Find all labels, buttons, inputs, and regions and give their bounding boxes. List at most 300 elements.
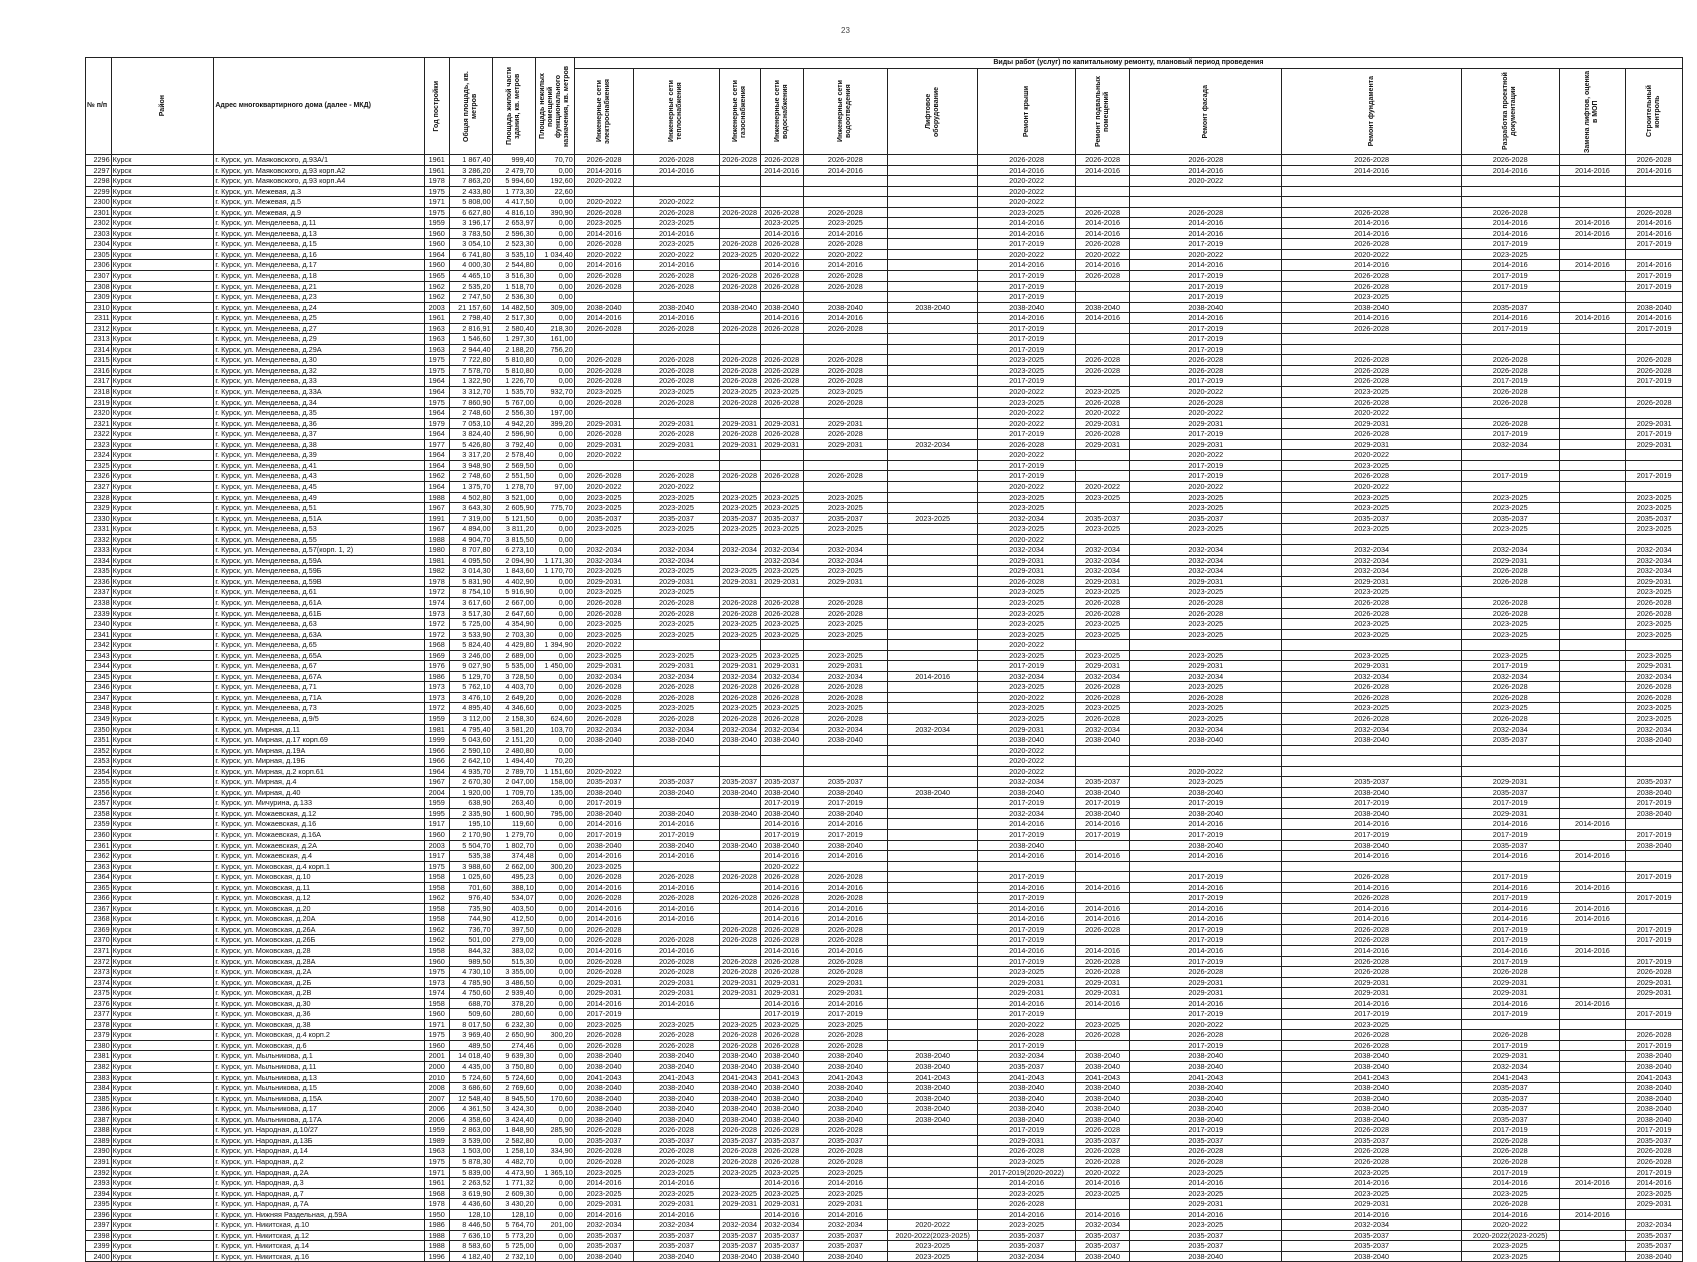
table-cell: 2017-2019 — [1461, 281, 1559, 292]
table-cell: 999,40 — [492, 155, 535, 166]
table-cell: 2023-2025 — [1626, 587, 1683, 598]
table-cell: 2038-2040 — [887, 1062, 977, 1073]
table-cell: 2035-2037 — [719, 1241, 760, 1252]
table-cell: 2 647,60 — [492, 608, 535, 619]
table-cell: 2026-2028 — [760, 935, 803, 946]
table-cell: 2023-2025 — [803, 703, 887, 714]
table-cell: 0,00 — [535, 313, 574, 324]
table-cell: 2017-2019 — [978, 1125, 1076, 1136]
table-cell: 1 025,60 — [449, 872, 492, 883]
table-cell: Курск — [111, 481, 214, 492]
table-cell: 2023-2025 — [760, 1188, 803, 1199]
table-cell: 2023-2025 — [1282, 492, 1462, 503]
table-cell: 2350 — [86, 724, 112, 735]
table-cell: 2014-2016 — [803, 882, 887, 893]
table-cell: 2017-2019 — [803, 830, 887, 841]
table-cell: 2017-2019 — [978, 460, 1076, 471]
table-cell: 0,00 — [535, 365, 574, 376]
table-cell: Курск — [111, 724, 214, 735]
table-cell: 2020-2022 — [574, 481, 634, 492]
table-cell: 2026-2028 — [803, 239, 887, 250]
table-cell: 2035-2037 — [760, 513, 803, 524]
table-cell: 2026-2028 — [719, 376, 760, 387]
table-cell — [1559, 629, 1626, 640]
table-cell: Курск — [111, 534, 214, 545]
table-cell: 2029-2031 — [1282, 988, 1462, 999]
table-row — [86, 882, 1683, 893]
table-cell: Курск — [111, 1251, 214, 1262]
table-cell: 2038-2040 — [634, 302, 719, 313]
table-cell — [1559, 1241, 1626, 1252]
table-cell — [1559, 292, 1626, 303]
table-cell: 2014-2016 — [978, 882, 1076, 893]
table-cell — [1461, 344, 1559, 355]
table-cell — [887, 777, 977, 788]
table-cell: 2026-2028 — [803, 1156, 887, 1167]
table-cell: 2029-2031 — [574, 1199, 634, 1210]
table-cell — [1626, 534, 1683, 545]
table-cell — [760, 745, 803, 756]
table-cell: Курск — [111, 165, 214, 176]
table-cell: 2041-2043 — [1130, 1072, 1282, 1083]
table-row — [86, 861, 1683, 872]
table-cell: 2026-2028 — [1075, 1146, 1129, 1157]
table-cell: 2017-2019 — [1075, 798, 1129, 809]
table-cell: 1988 — [424, 1230, 449, 1241]
table-cell — [887, 471, 977, 482]
table-cell: 2020-2022 — [574, 766, 634, 777]
table-cell — [887, 1146, 977, 1157]
table-row — [86, 967, 1683, 978]
table-cell: 2026-2028 — [1282, 281, 1462, 292]
table-cell — [803, 766, 887, 777]
table-cell: 0,00 — [535, 281, 574, 292]
table-cell: 2029-2031 — [1282, 418, 1462, 429]
table-cell: 0,00 — [535, 460, 574, 471]
table-cell: 1978 — [424, 1199, 449, 1210]
table-cell: 2032-2034 — [1130, 724, 1282, 735]
table-cell: 2017-2019 — [1626, 1040, 1683, 1051]
table-cell: 2029-2031 — [1461, 977, 1559, 988]
table-cell: 2032-2034 — [978, 671, 1076, 682]
table-cell: г. Курск, ул. Мыльникова, д.1 — [214, 1051, 425, 1062]
table-cell: 2026-2028 — [1075, 429, 1129, 440]
table-cell: 2017-2019 — [1626, 935, 1683, 946]
table-cell: 2035-2037 — [634, 1241, 719, 1252]
table-cell — [574, 334, 634, 345]
table-cell — [1282, 344, 1462, 355]
table-cell: 2323 — [86, 439, 112, 450]
table-cell: 0,00 — [535, 513, 574, 524]
table-cell: 2023-2025 — [574, 1019, 634, 1030]
table-cell: 2358 — [86, 808, 112, 819]
table-cell: 1 773,30 — [492, 186, 535, 197]
table-cell: 2020-2022 — [978, 450, 1076, 461]
table-cell: 1974 — [424, 597, 449, 608]
table-cell — [887, 713, 977, 724]
table-cell — [1075, 450, 1129, 461]
table-row — [86, 1040, 1683, 1051]
table-cell: 2029-2031 — [803, 439, 887, 450]
table-cell — [1626, 1209, 1683, 1220]
table-cell: 0,00 — [535, 998, 574, 1009]
table-cell: г. Курск, ул. Никитская, д.16 — [214, 1251, 425, 1262]
table-cell: 2023-2025 — [978, 1220, 1076, 1231]
table-cell: 2023-2025 — [1282, 503, 1462, 514]
table-cell: 2035-2037 — [719, 1230, 760, 1241]
table-cell: 2020-2022 — [1130, 1019, 1282, 1030]
table-cell: 2023-2025 — [978, 967, 1076, 978]
table-cell: 1988 — [424, 534, 449, 545]
table-cell: 2014-2016 — [1282, 914, 1462, 925]
table-cell — [887, 534, 977, 545]
table-cell: 2014-2016 — [1130, 165, 1282, 176]
table-cell — [887, 460, 977, 471]
table-cell: 3 521,00 — [492, 492, 535, 503]
table-cell: 2026-2028 — [719, 1146, 760, 1157]
table-cell: г. Курск, ул. Менделеева, д.53 — [214, 524, 425, 535]
table-cell: 2032-2034 — [1282, 671, 1462, 682]
table-cell — [1559, 703, 1626, 714]
table-cell: Курск — [111, 155, 214, 166]
table-cell — [1559, 830, 1626, 841]
header-work-9: Ремонт фундамента — [1282, 69, 1462, 155]
table-cell — [1559, 418, 1626, 429]
table-cell: Курск — [111, 1062, 214, 1073]
table-cell: г. Курск, ул. Менделеева, д.51А — [214, 513, 425, 524]
table-cell: 2029-2031 — [574, 576, 634, 587]
table-cell: 2026-2028 — [1461, 713, 1559, 724]
table-cell: г. Курск, ул. Менделеева, д.29 — [214, 334, 425, 345]
table-cell: 2 596,90 — [492, 429, 535, 440]
table-cell: 2026-2028 — [1461, 1135, 1559, 1146]
table-cell: 0,00 — [535, 197, 574, 208]
table-cell: 2035-2037 — [1461, 302, 1559, 313]
table-cell: 2 649,20 — [492, 692, 535, 703]
table-cell — [887, 1199, 977, 1210]
table-cell: 2014-2016 — [1559, 260, 1626, 271]
table-cell: 2020-2022 — [1282, 249, 1462, 260]
table-cell — [1559, 576, 1626, 587]
table-cell: г. Курск, ул. Менделеева, д.45 — [214, 481, 425, 492]
table-row — [86, 608, 1683, 619]
table-cell: 2023-2025 — [1282, 387, 1462, 398]
table-cell: 2026-2028 — [803, 207, 887, 218]
table-cell — [634, 450, 719, 461]
table-cell: 2032-2034 — [1130, 555, 1282, 566]
table-cell: 2014-2016 — [574, 998, 634, 1009]
table-cell: 2017-2019 — [1075, 830, 1129, 841]
table-cell — [719, 861, 760, 872]
table-cell: 2319 — [86, 397, 112, 408]
table-cell: 1960 — [424, 1040, 449, 1051]
table-cell: 2325 — [86, 460, 112, 471]
table-cell: 2017-2019 — [574, 830, 634, 841]
table-cell — [760, 292, 803, 303]
table-cell: 4 417,50 — [492, 197, 535, 208]
table-cell — [760, 450, 803, 461]
table-cell: 2026-2028 — [803, 1030, 887, 1041]
table-cell: 2014-2016 — [760, 903, 803, 914]
table-cell: 3 792,40 — [492, 439, 535, 450]
table-cell — [634, 176, 719, 187]
table-cell: 1961 — [424, 155, 449, 166]
table-cell: г. Курск, ул. Народная, д.7А — [214, 1199, 425, 1210]
table-cell: 2038-2040 — [1075, 1114, 1129, 1125]
table-cell: 2367 — [86, 903, 112, 914]
table-cell: 0,00 — [535, 355, 574, 366]
table-cell: 2029-2031 — [1282, 439, 1462, 450]
table-cell: 2038-2040 — [760, 787, 803, 798]
table-cell: 2014-2016 — [1075, 260, 1129, 271]
table-cell: 509,60 — [449, 1009, 492, 1020]
table-cell: 2038-2040 — [719, 302, 760, 313]
table-cell: 2026-2028 — [1461, 967, 1559, 978]
table-row — [86, 260, 1683, 271]
table-cell: 2 094,90 — [492, 555, 535, 566]
table-cell: г. Курск, ул. Моковская, д.2В — [214, 988, 425, 999]
table-cell — [1461, 534, 1559, 545]
table-cell: 2014-2016 — [760, 228, 803, 239]
table-cell: 2017-2019 — [1461, 471, 1559, 482]
table-cell: 2026-2028 — [1626, 1156, 1683, 1167]
table-cell: 2029-2031 — [634, 439, 719, 450]
table-cell: 2032-2034 — [760, 724, 803, 735]
table-row — [86, 1241, 1683, 1252]
table-cell: 756,20 — [535, 344, 574, 355]
table-cell: 2032-2034 — [978, 1251, 1076, 1262]
table-cell: 4 502,80 — [449, 492, 492, 503]
table-cell: 2026-2028 — [1130, 397, 1282, 408]
table-cell: 2020-2022 — [978, 387, 1076, 398]
table-cell: 2017-2019 — [978, 376, 1076, 387]
table-row — [86, 1114, 1683, 1125]
table-cell — [887, 365, 977, 376]
table-cell: г. Курск, ул. Менделеева, д.59А — [214, 555, 425, 566]
table-cell — [887, 629, 977, 640]
table-cell: 2020-2022 — [978, 745, 1076, 756]
table-cell: 3 750,80 — [492, 1062, 535, 1073]
table-cell — [1559, 271, 1626, 282]
table-cell — [1559, 503, 1626, 514]
table-row — [86, 155, 1683, 166]
table-cell: г. Курск, ул. Менделеева, д.59В — [214, 576, 425, 587]
table-cell: 2029-2031 — [1130, 661, 1282, 672]
table-cell — [887, 397, 977, 408]
table-cell: 2020-2022 — [978, 640, 1076, 651]
table-cell: 2023-2025 — [634, 1167, 719, 1178]
table-cell — [887, 998, 977, 1009]
table-cell: 1972 — [424, 629, 449, 640]
table-cell: 534,07 — [492, 893, 535, 904]
table-cell: 2304 — [86, 239, 112, 250]
table-cell: 6 627,80 — [449, 207, 492, 218]
table-cell: 5 504,70 — [449, 840, 492, 851]
table-cell: 1996 — [424, 1251, 449, 1262]
table-cell: 0,00 — [535, 1040, 574, 1051]
table-cell: 2038-2040 — [719, 1051, 760, 1062]
table-cell: 2029-2031 — [719, 1199, 760, 1210]
table-cell: 3 486,50 — [492, 977, 535, 988]
table-cell: г. Курск, ул. Народная, д.2А — [214, 1167, 425, 1178]
table-cell: 2026-2028 — [574, 239, 634, 250]
table-cell: 2020-2022 — [574, 450, 634, 461]
table-cell — [719, 830, 760, 841]
table-cell: 2029-2031 — [760, 418, 803, 429]
table-cell: 2017-2019 — [1626, 1167, 1683, 1178]
table-cell: 2014-2016 — [978, 218, 1076, 229]
table-cell: 2374 — [86, 977, 112, 988]
table-row — [86, 745, 1683, 756]
table-cell: Курск — [111, 798, 214, 809]
table-cell: 2035-2037 — [1461, 787, 1559, 798]
table-cell: 2029-2031 — [978, 1135, 1076, 1146]
table-row — [86, 703, 1683, 714]
table-row — [86, 1188, 1683, 1199]
table-cell: 1961 — [424, 313, 449, 324]
table-cell — [887, 492, 977, 503]
table-cell: 3 948,90 — [449, 460, 492, 471]
table-cell: 2023-2025 — [1461, 249, 1559, 260]
table-cell: 2014-2016 — [1130, 228, 1282, 239]
table-cell: 2026-2028 — [634, 1030, 719, 1041]
table-cell — [1075, 197, 1129, 208]
table-cell: 2026-2028 — [574, 155, 634, 166]
table-cell: 2038-2040 — [1626, 1062, 1683, 1073]
table-cell: 334,90 — [535, 1146, 574, 1157]
table-cell — [1626, 176, 1683, 187]
table-cell — [1075, 344, 1129, 355]
table-cell: 2023-2025 — [978, 397, 1076, 408]
table-cell: 2029-2031 — [1282, 977, 1462, 988]
table-cell: 2 582,80 — [492, 1135, 535, 1146]
table-cell — [1559, 344, 1626, 355]
table-cell: 989,50 — [449, 956, 492, 967]
table-cell: 2026-2028 — [634, 323, 719, 334]
table-cell: 2341 — [86, 629, 112, 640]
table-cell — [803, 861, 887, 872]
table-cell: 2020-2022 — [978, 534, 1076, 545]
table-cell: 388,10 — [492, 882, 535, 893]
table-cell: 1973 — [424, 977, 449, 988]
table-cell: 2026-2028 — [574, 935, 634, 946]
table-cell: 2038-2040 — [1130, 1104, 1282, 1115]
table-row — [86, 313, 1683, 324]
table-cell: 2038-2040 — [803, 840, 887, 851]
table-cell: 2014-2016 — [1075, 218, 1129, 229]
table-cell: 403,50 — [492, 903, 535, 914]
table-cell: г. Курск, ул. Менделеева, д.41 — [214, 460, 425, 471]
table-cell: г. Курск, ул. Менделеева, д.63 — [214, 619, 425, 630]
table-cell: 2023-2025 — [1130, 682, 1282, 693]
table-cell: 3 286,20 — [449, 165, 492, 176]
table-cell: 2029-2031 — [760, 1199, 803, 1210]
table-cell: 2026-2028 — [719, 355, 760, 366]
table-cell: 5 426,80 — [449, 439, 492, 450]
table-cell: 2023-2025 — [634, 239, 719, 250]
table-cell: 2383 — [86, 1072, 112, 1083]
table-row — [86, 787, 1683, 798]
table-cell: 2014-2016 — [1282, 313, 1462, 324]
table-cell: 1958 — [424, 882, 449, 893]
table-cell — [1559, 334, 1626, 345]
table-cell — [1559, 671, 1626, 682]
header-district: Район — [111, 58, 214, 155]
table-row — [86, 956, 1683, 967]
table-cell: 2038-2040 — [803, 302, 887, 313]
table-cell — [719, 851, 760, 862]
table-cell — [1626, 1019, 1683, 1030]
table-cell: 2004 — [424, 787, 449, 798]
table-cell: 1962 — [424, 935, 449, 946]
table-cell: 2023-2025 — [1075, 629, 1129, 640]
table-cell: 300,20 — [535, 861, 574, 872]
table-cell: 2017-2019 — [978, 830, 1076, 841]
table-cell: г. Курск, ул. Менделеева, д.55 — [214, 534, 425, 545]
table-cell: 2026-2028 — [760, 872, 803, 883]
table-cell: 1966 — [424, 745, 449, 756]
table-cell: г. Курск, ул. Моковская, д.20 — [214, 903, 425, 914]
table-cell: 2032-2034 — [1626, 555, 1683, 566]
table-cell: Курск — [111, 376, 214, 387]
table-cell: 2320 — [86, 408, 112, 419]
table-cell: 2020-2022 — [1282, 450, 1462, 461]
table-cell: Курск — [111, 882, 214, 893]
table-cell: 2026-2028 — [719, 429, 760, 440]
table-cell: 0,00 — [535, 671, 574, 682]
table-cell: 2026-2028 — [1282, 239, 1462, 250]
table-cell: 4 354,90 — [492, 619, 535, 630]
table-cell: Курск — [111, 787, 214, 798]
table-cell: Курск — [111, 439, 214, 450]
table-cell: 2038-2040 — [574, 1083, 634, 1094]
table-cell: 2035-2037 — [760, 777, 803, 788]
table-cell: 2382 — [86, 1062, 112, 1073]
table-cell: 2041-2043 — [1626, 1072, 1683, 1083]
table-cell — [1626, 344, 1683, 355]
table-cell: г. Курск, ул. Никитская, д.12 — [214, 1230, 425, 1241]
table-row — [86, 713, 1683, 724]
table-cell: 795,00 — [535, 808, 574, 819]
table-cell: 2038-2040 — [1130, 1083, 1282, 1094]
table-cell: 2017-2019 — [1626, 429, 1683, 440]
table-cell: 5 535,00 — [492, 661, 535, 672]
table-cell — [1559, 967, 1626, 978]
table-cell: 2023-2025 — [1626, 503, 1683, 514]
table-cell — [1559, 186, 1626, 197]
table-cell: 2026-2028 — [760, 1125, 803, 1136]
table-cell: 2026-2028 — [574, 207, 634, 218]
table-cell: 2355 — [86, 777, 112, 788]
table-row — [86, 671, 1683, 682]
header-work-12: Строительный контроль — [1626, 69, 1683, 155]
table-cell — [1559, 1199, 1626, 1210]
table-cell — [1461, 756, 1559, 767]
table-cell: 1 867,40 — [449, 155, 492, 166]
table-cell: г. Курск, ул. Моковская, д.6 — [214, 1040, 425, 1051]
table-cell: г. Курск, ул. Менделеева, д.67 — [214, 661, 425, 672]
table-cell — [1461, 460, 1559, 471]
table-cell: 2038-2040 — [634, 808, 719, 819]
table-cell: 2026-2028 — [1130, 365, 1282, 376]
table-cell: 2023-2025 — [1130, 703, 1282, 714]
table-cell: 2035-2037 — [1461, 840, 1559, 851]
table-cell: 624,60 — [535, 713, 574, 724]
table-cell: 2348 — [86, 703, 112, 714]
table-cell — [1559, 155, 1626, 166]
table-cell: 2023-2025 — [574, 861, 634, 872]
table-cell — [803, 534, 887, 545]
